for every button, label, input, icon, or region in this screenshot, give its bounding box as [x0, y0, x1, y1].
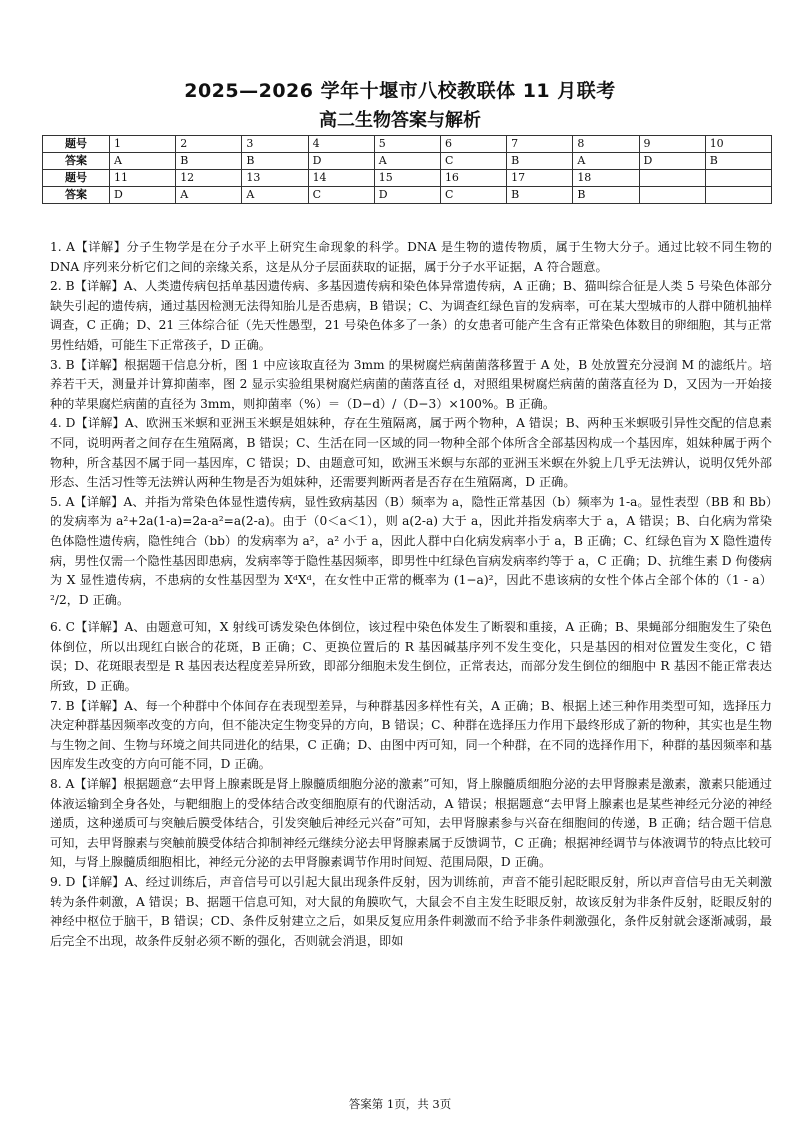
explanation-2: 2. B【详解】A、人类遗传病包括单基因遗传病、多基因遗传病和染色体异常遗传病，A 正确；B、猫叫综合征是人类 5 号染色体部分缺失引起的遗传病，通过基因检测无法得知胎儿是否患病，B 错误；C、为调查红绿色盲的发病率，可在某大型城市的人群中随机抽样调查，C 正确；D、21 三体综合征（先天性愚型，21 号染色体多了一条）的女患者可能产生含有正常染色体数目的卵细胞，其与正常男性结婚，可能生下正常孩子，D 正确。 — [50, 279, 772, 352]
explanation-8: 8. A【详解】根据题意“去甲肾上腺素既是肾上腺髓质细胞分泌的激素”可知，肾上腺髓质细胞分泌的去甲肾腺素是激素，激素只能通过体液运输到全身各处，与靶细胞上的受体结合改变细胞原有的代谢活动，A 错误；根据题意“去甲肾上腺素也是某些神经元分泌的神经递质，这种递质可与突触后膜受体结合，引发突触后神经元兴奋”可知，去甲肾腺素参与兴奋在细胞间的传递，B 正确；结合题干信息可知，去甲肾腺素与突触前膜受体结合抑制神经元继续分泌去甲肾腺素属于反馈调节，C 正确；根据神经调节与体液调节的特点比较可知，与肾上腺髓质细胞相比，神经元分泌的去甲肾腺素调节作用时间短、范围局限，D 正确。 — [50, 777, 772, 870]
table-cell — [705, 170, 771, 187]
table-cell: B — [507, 153, 573, 170]
table-cell: 18 — [573, 170, 639, 187]
table-cell: 9 — [639, 136, 705, 153]
table-cell: 15 — [374, 170, 440, 187]
table-cell: C — [440, 187, 506, 204]
table-cell: 13 — [242, 170, 308, 187]
explanation-7: 7. B【详解】A、每一个种群中个体间存在表现型差异，与种群基因多样性有关，A 正确；B、根据上述三种作用类型可知，选择压力决定种群基因频率改变的方向，但不能决定生物变异的方向，B 错误；C、种群在选择压力作用下最终形成了新的物种，其实也是生物与生物之间、生物与环境之间共同进化的结果，C 正确；D、由图中丙可知，同一个种群，在不同的选择作用下，种群的基因频率和基因库发生改变的方向可能不同，D 正确。 — [50, 698, 772, 772]
table-cell: C — [308, 187, 374, 204]
table-cell — [705, 187, 771, 204]
table-cell: 7 — [507, 136, 573, 153]
page-subtitle: 高二生物答案与解析 — [319, 110, 481, 131]
explanation-6: 6. C【详解】A、由题意可知，X 射线可诱发染色体倒位，该过程中染色体发生了断裂和重接，A 正确；B、果蝇部分细胞发生了染色体倒位，所以出现红白嵌合的花斑，B 正确；C、更换位置后的 R 基因碱基序列不发生变化，只是基因的相对位置发生变化，C 错误；D、花斑眼表型是 R 基因表达程度差异所致，即部分细胞未发生倒位，正常表达，而部分发生倒位的细胞中 R 基因不能正常表达所致，D 正确。 — [50, 620, 772, 694]
table-cell: A — [110, 153, 176, 170]
table-cell: D — [639, 153, 705, 170]
table-cell — [639, 187, 705, 204]
row-label-answer: 答案 — [43, 153, 110, 170]
table-cell: A — [176, 187, 242, 204]
table-cell: B — [176, 153, 242, 170]
row-label-question: 题号 — [43, 170, 110, 187]
table-cell: D — [374, 187, 440, 204]
table-row — [43, 170, 772, 187]
table-cell: A — [374, 153, 440, 170]
table-cell: B — [705, 153, 771, 170]
table-row — [43, 136, 772, 153]
table-row — [43, 187, 772, 204]
table-cell: 14 — [308, 170, 374, 187]
explanations — [50, 238, 772, 951]
table-cell: 6 — [440, 136, 506, 153]
table-cell — [639, 170, 705, 187]
table-cell: 17 — [507, 170, 573, 187]
explanation-4: 4. D【详解】A、欧洲玉米螟和亚洲玉米螟是姐妹种，存在生殖隔离，属于两个物种，A 错误；B、两种玉米螟吸引异性交配的信息素不同，说明两者之间存在生殖隔离，B 错误；C、生活在同一区域的同一物种全部个体所含全部基因构成一个基因库，姐妹种属于两个物种，所含基因不属于同一基因库，C 错误；D、由题意可知，欧洲玉米螟与东部的亚洲玉米螟在外貌上几乎无法辨认，说明仅凭外部形态、生活习性等无法辨认两种生物是否为姐妹种，还需要判断两者是否存在生殖隔离，D 正确。 — [50, 416, 772, 490]
table-cell: 5 — [374, 136, 440, 153]
explanation-5: 5. A【详解】A、并指为常染色体显性遗传病，显性致病基因（B）频率为 a，隐性正常基因（b）频率为 1-a。显性表型（BB 和 Bb）的发病率为 a²+2a(1-a)=2a-a²=a(2-a)。由于（0＜a＜1），则 a(2-a) 大于 a，因此并指发病率大于 a，A 错误；B、白化病为常染色体隐性遗传病，隐性纯合（bb）的发病率为 a²，a² 小于 a，因此人群中白化病发病率小于 a，B 正确；C、红绿色盲为 X 隐性遗传病，男性仅需一个隐性基因即患病，发病率等于隐性基因频率，即男性中红绿色盲病发病率约等于 a，C 正确；D、抗维生素 D 佝偻病为 X 显性遗传病，不患病的女性基因型为 XᵈXᵈ，在女性中正常的概率为 (1−a)²，因此不患该病的女性个体占全部个体的（1 - a）²/2，D 正确。 — [50, 494, 772, 607]
table-cell: B — [573, 187, 639, 204]
table-cell: 10 — [705, 136, 771, 153]
table-cell: 8 — [573, 136, 639, 153]
table-row — [43, 153, 772, 170]
table-cell: 2 — [176, 136, 242, 153]
table-cell: A — [242, 187, 308, 204]
explanation-9: 9. D【详解】A、经过训练后，声音信号可以引起大鼠出现条件反射，因为训练前，声音不能引起眨眼反射，所以声音信号由无关刺激转为条件刺激，A 错误；B、据题干信息可知，对大鼠的角膜吹气，大鼠会不自主发生眨眼反射，故该反射为非条件反射，眨眼反射的神经中枢位于脑干，B 错误；CD、条件反射建立之后，如果反复应用条件刺激而不给予非条件刺激强化，条件反射就会逐渐减弱，最后完全不出现，故条件反射必须不断的强化，否则就会消退，即如 — [50, 875, 772, 948]
table-cell: D — [308, 153, 374, 170]
page-footer: 答案第 1页，共 3页 — [348, 1097, 452, 1111]
table-cell: B — [507, 187, 573, 204]
table-cell: 11 — [110, 170, 176, 187]
table-cell: 12 — [176, 170, 242, 187]
row-label-question: 题号 — [43, 136, 110, 153]
table-cell: A — [573, 153, 639, 170]
table-cell: 1 — [110, 136, 176, 153]
answer-table — [42, 135, 772, 204]
explanation-3: 3. B【详解】根据题干信息分析，图 1 中应该取直径为 3mm 的果树腐烂病菌菌落移置于 A 处，B 处放置充分浸润 M 的滤纸片。培养若干天，测量并计算抑菌率，图 2 显示实验组果树腐烂病菌的菌落直径 d，对照组果树腐烂病菌的菌落直径为 D，又因为一开始接种的苹果腐烂病菌的直径为 3mm，则抑菌率（%）＝（D−d）/（D−3）×100%。B 正确。 — [50, 357, 772, 411]
page-title: 2025—2026 学年十堰市八校教联体 11 月联考 — [184, 80, 616, 102]
table-cell: 4 — [308, 136, 374, 153]
explanation-1: 1. A【详解】分子生物学是在分子水平上研究生命现象的科学。DNA 是生物的遗传物质，属于生物大分子。通过比较不同生物的 DNA 序列来分析它们之间的亲缘关系，这是从分子层面获取的证据，属于分子水平证据，A 符合题意。 — [50, 240, 772, 274]
table-cell: D — [110, 187, 176, 204]
table-cell: 16 — [440, 170, 506, 187]
table-cell: C — [440, 153, 506, 170]
table-cell: 3 — [242, 136, 308, 153]
table-cell: B — [242, 153, 308, 170]
row-label-answer: 答案 — [43, 187, 110, 204]
